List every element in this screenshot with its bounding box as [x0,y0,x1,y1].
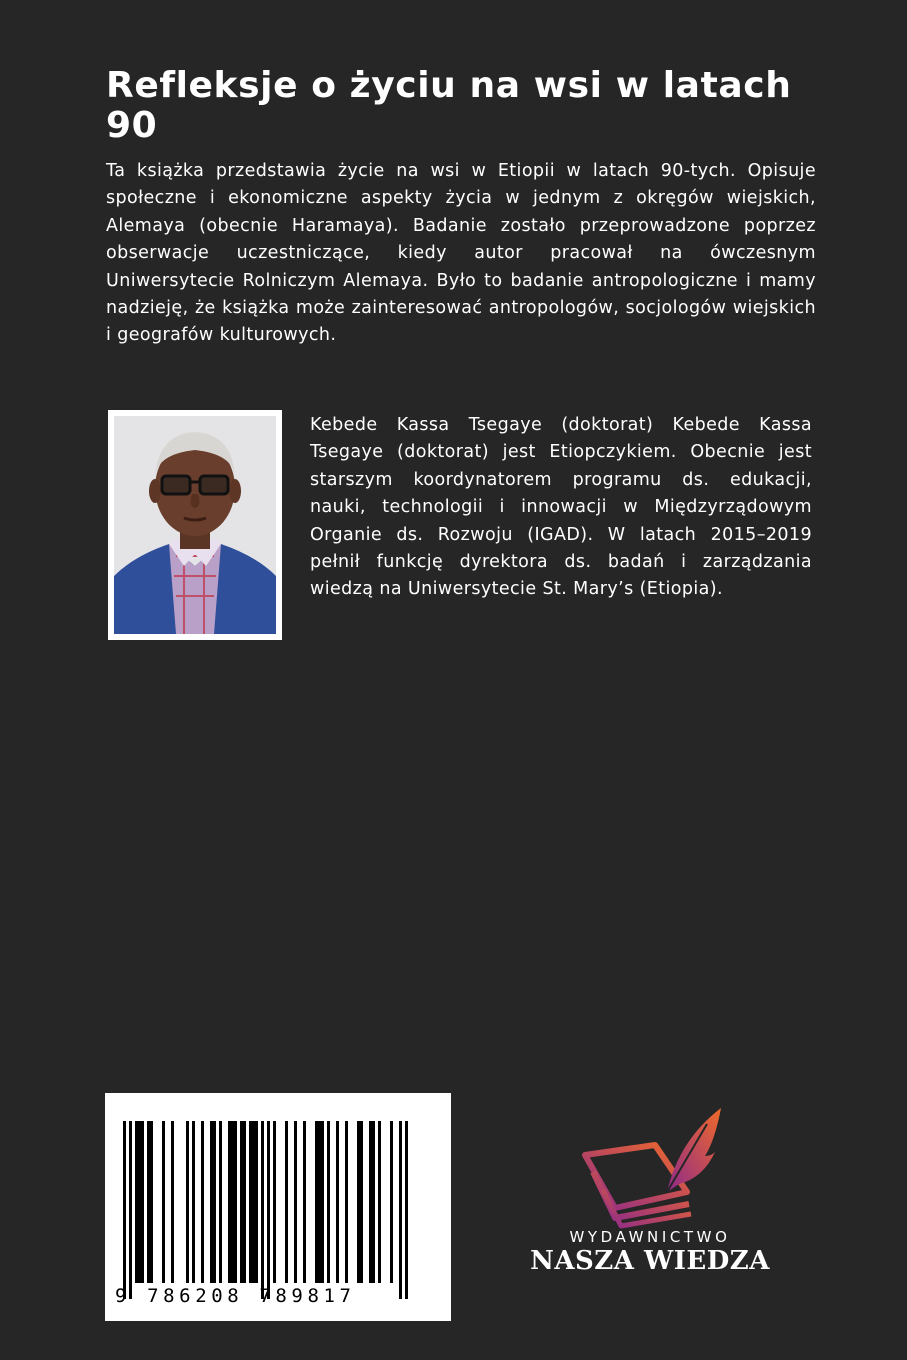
barcode-bar [369,1121,372,1283]
barcode-bar [252,1121,255,1283]
barcode-bar [135,1121,138,1283]
barcode-bar [234,1121,237,1283]
barcode-bar [378,1121,381,1283]
barcode-bars [123,1121,433,1299]
barcode-bar [123,1121,126,1299]
barcode-bar [141,1121,144,1283]
barcode-bar [273,1121,276,1283]
barcode-bar [360,1121,363,1283]
book-title: Refleksje o życiu na wsi w latach 90 [106,65,792,146]
barcode-bar [399,1121,402,1299]
barcode-bar [213,1121,216,1283]
barcode-bar [261,1121,264,1299]
barcode-bar [315,1121,318,1283]
barcode [105,1093,451,1321]
barcode-bar [243,1121,246,1283]
barcode-bar [327,1121,330,1283]
barcode-bar [345,1121,348,1283]
barcode-bar [249,1121,252,1283]
barcode-bar [285,1121,288,1283]
barcode-bar [231,1121,234,1283]
book-quill-logo-icon [575,1100,735,1230]
publisher-label: WYDAWNICTWO [569,1228,731,1246]
barcode-bar [318,1121,321,1283]
publisher-name: NASZA WIEDZA [530,1246,770,1276]
barcode-bar [171,1121,174,1283]
barcode-bar [192,1121,195,1283]
book-description: Ta książka przedstawia życie na wsi w Etiopii w latach 90-tych. Opisuje społeczne i ekonomiczne aspekty życia w jednym z okręgów wiejskich, Alemaya (obecnie Haramaya). Badanie zostało przeprowadzone poprzez obserwacje uczestniczące, kiedy autor pracował na ówczesnym Uniwersytecie Rolniczym Alemaya. Było to badanie antropologiczne i mamy nadzieję, że książka może zainteresować antropologów, socjologów wiejskich i geografów kulturowych. [106,161,816,346]
author-bio: Kebede Kassa Tsegaye (doktorat) Kebede Kassa Tsegaye (doktorat) jest Etiopczykiem. Obecnie jest starszym koordynatorem programu ds. edukacji, nauki, technologii i innowacji w Międzyrządowym Organie ds. Rozwoju (IGAD). W latach 2015–2019 pełnił funkcję dyrektora ds. badań i zarządzania wiedzą na Uniwersytecie St. Mary’s (Etiopia). [310,415,812,600]
barcode-bar [186,1121,189,1283]
barcode-bar [228,1121,231,1283]
barcode-bar [201,1121,204,1283]
author-photo [108,410,282,640]
barcode-bar [267,1121,270,1299]
barcode-bar [219,1121,222,1283]
barcode-bar [294,1121,297,1283]
barcode-bar [240,1121,243,1283]
barcode-bar [147,1121,150,1283]
barcode-bar [210,1121,213,1283]
author-portrait-icon [114,416,276,634]
barcode-bar [129,1121,132,1299]
barcode-bar [336,1121,339,1283]
barcode-bar [138,1121,141,1283]
barcode-bar [303,1121,306,1283]
barcode-bar [372,1121,375,1283]
isbn-number: 9 786208 789817 [115,1285,356,1307]
barcode-bar [255,1121,258,1283]
barcode-bar [162,1121,165,1283]
barcode-bar [405,1121,408,1299]
barcode-bar [357,1121,360,1283]
barcode-bar [390,1121,393,1283]
barcode-bar [321,1121,324,1283]
barcode-bar [150,1121,153,1283]
